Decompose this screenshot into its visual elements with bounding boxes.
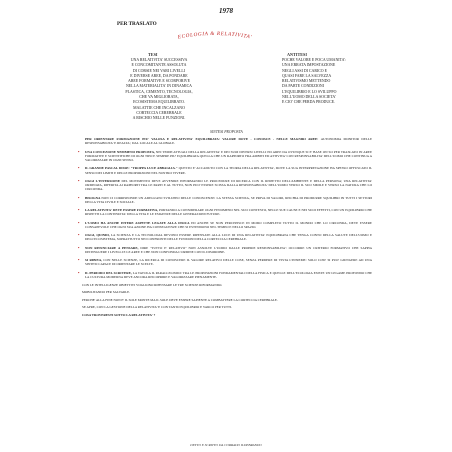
thesis-line: NELLA MATERIALITA' IN DINAMICA [126,84,192,89]
paragraph-lead: OGGI L'INVERSIONE [85,178,122,183]
paragraph-text: LA TAVOLA IL PARALLELISMO: TRA LE PROPOSIZIONI FONDAMENTALI DELLA FISICA E QUELLE DELL'ECOLOGIA ESISTE UN LEGAME PROFONDO CHE LA CULTURA MODERNA DEVE ANCORA RISCOPRIRE E VALORIZZARE PIENAMENTE. [85,270,372,279]
red-bullet-icon: • [78,207,80,212]
antithesis-line: QUASI FARE LA SALVEZZA [282,73,332,78]
antithesis-column [282,58,364,106]
paragraph-text: DIRE "TUTTO E' RELATIVO" NON ASSOLVE L'UOMO DALLE PROPRIE RESPONSABILITA': OCCORRE UN CRITERIO FORMATIVO CHE SAPPIA DISTINGUERE I LIVELLI E LE AREE E CHE NON CONFONDA L'ORDINE CON IL DISORDINE. [85,245,372,254]
paragraph-lead: BISOGNA [85,195,102,200]
body-paragraph [78,244,372,255]
red-bullet-icon: • [78,148,80,154]
thesis-line: CHE VA MIGLIORATA, [139,95,179,100]
paragraph-text: PORTANDO A CONSIDERARE OGNI FENOMENO NEL SUO CONTESTO, NELLE SUE CAUSE E NEI SUOI EFFETTI, CON UN EQUILIBRIO CHE RISPETTI LA CONTINUITA' DELLA VITA E LE ESIGENZE DELLE GENERAZIONI FUTURE. [85,208,372,217]
thesis-line: A RISCHIO NELLE FUNZIONI. [132,116,186,121]
red-bullet-icon: • [78,244,80,250]
red-bullet-icon: • [78,219,80,225]
thesis-line: UNA RELATIVITA' SUCCESSIVA [130,58,188,62]
paragraph-text: DEL MOVIMENTO DEVE AVVENIRE INFORMANDO LE PROCEDURE DI RICERCA CON IL RISPETTO DELL'AMBIENTE E DELLA PERSONA; UNA RELATIVITA' ORDINATA, RIFERITA AI RAPPORTI TRA LE PARTI E AL TUTTO, NON PUO' ESSERE SCISSA DALLA RESPONSABILITA' DELL'UOMO VERSO IL SUO SIMILE E VERSO LA NATURA CHE LO CIRCONDA. [85,178,372,192]
paragraph-text: NEI TEMPI ATTUALI DELLA RELATIVITA' E DEI SUOI DIVERSI LIVELLI ED AREE DA OVUNQUE SI E' BASE ON SO PER TRASLATO IN AREE FORMATIVE E SCIENTIFICHE DI OGNI TIPO E SEMPRE PIU' EQUILIBRATA QUELLA CHE UN RAPPORTO FRA AMBITI ED ATTIVITA' CON RESPONSABILITA' DELL'UOMO CHE CONTINUA A VALORIZZARE IN OGNI SENSO. [85,149,372,162]
signature-line: DETTO E SCRITTO DA CORRADO ILDEBRANDO [190,443,262,447]
arc-title-graphic [140,28,290,50]
paragraph-lead: LA RELATIVITA' DEVE ESSERE FORMATIVA, [85,208,159,212]
closing-line: COSA TROVERESTI SOTTO LA RELATIVITA' ? [82,312,156,317]
antithesis-line: NEGLI ASSI DI CARICO E [282,68,327,73]
thesis-heading: TESI [148,52,158,57]
body-paragraph [78,219,372,230]
paragraph-lead: NON RINUNCIARE A PENSARE, [85,245,141,250]
paragraph-lead: OGGI, QUINDI, [85,233,111,237]
thesis-line: PLASTICA, CEMENTO, TECNOLOGIA, [125,89,193,94]
thesis-line: DI CORSIE NEI VARI LIVELLI [132,68,186,73]
red-bullet-icon: • [78,257,80,262]
paragraph-text: AUTONOMIA MONITOR DELLE RESPONSABILITA' E REALTA', DAL LOCALE AL GLOBALE. [85,137,372,146]
body-paragraph [78,148,372,163]
antithesis-line: POCHE VALORE E POCA UMANITA': [282,58,347,62]
paragraph-text: NON CI CORRISPONDE UN ADEGUATO SVILUPPO DELLE CONOSCENZE: LA STESSA SCIENZA, SE PRIVA DI VALORI, RISCHIA DI PRODURRE SQUILIBRI IN TUTTI I SETTORI DELLA VITA CIVILE E SOCIALE. [85,195,372,204]
antithesis-line: L'EQUILIBRIO E LO SVILUPPO [282,89,337,94]
red-bullet-icon: • [78,269,80,275]
document-year: 1978 [219,7,233,15]
antithesis-line: E CIO' CHE PERDA PRODUCE. [282,100,336,105]
closing-line: CON LE INTELLIGENZE OBIETTIVI VOGLIONO RIPENSARE LE TRE SCIENZE RIFORMANDO. [82,283,223,287]
red-bullet-icon: • [78,194,80,200]
paragraph-text: CON NELLE SCIENZE, LA RICERCA DI CONOSCERE IL VALORE RELATIVO DELLE COSE, SENZA PERDERE DI VISTA L'INSIEME: SOLO COSI' SI PUO' GIUNGERE AD UNA SINTESI CAPACE DI ORIENTARE LE SCELTE. [85,258,372,267]
antithesis-line: RELATIVISMO METTENDO [282,79,331,84]
paragraph-lead: L'UOMO HA ANCHE INTERE ASPETTE LEGATE ALLA FISICA [85,220,192,225]
red-bullet-icon: • [78,165,80,171]
body-paragraph [78,177,372,192]
document-label: PER TRASLATO [117,21,157,27]
body-paragraph [82,137,372,146]
paragraph-lead: IL PERIODO DEL SCRIVERE, [85,270,133,275]
antithesis-line: NELL'UOMO DELLA SOCIETA' [282,95,336,100]
closing-line: SE APRE, CON LA GESTIONE DELLA RELATIVITA' E CON TANTO EQUILIBRIO E VARCO PER TUTTI. [82,305,232,310]
paragraph-lead: PER ORIENTARE FORMAZIONE PIU' VALOSA E RELATIVITA' EQUILIBRATA: VALORE DOVE - CONOSCE - NELLE MAGNIRI AREE: [85,137,321,141]
paragraph-lead: SI RIBIVA, [85,258,104,262]
thesis-line: E DIVERSE AREE, DA PONDARE [130,73,188,78]
thesis-line: CORTECCIA CEREBRALE [136,110,182,115]
red-bullet-icon: • [78,177,80,183]
body-paragraph [78,257,372,267]
thesis-column [118,58,200,122]
body-paragraph [78,232,372,242]
closing-line: MOBILITANDO PER SALVARLE. [82,290,131,295]
red-bullet-icon: • [78,232,80,237]
antithesis-line: DA PARTE CONDIZIONI [282,84,324,89]
arc-title-text: ECOLOGIA & RELATIVITA' [177,30,253,41]
paragraph-text: QUESTO E' ACCADUTO CON LA TEORIA DELLA RELATIVITA', DOVE LA SUA INTERPRETAZIONE HA SPESSO OFFUSCATO IL SENSO DEI LIMITI E DELLE PROPORZIONI NEL NOSTRO VIVERE. [85,166,372,175]
thesis-line: E CONCOMITANTE ASSOLUTA [131,63,187,68]
body-paragraph [78,165,372,175]
antithesis-line: UNA ERRATA IMPOSTAZIONE [282,63,336,68]
closing-lines [82,283,372,317]
document-body [78,137,372,320]
section-label: SINTESI PROPOSTA [210,130,243,134]
body-paragraph [78,207,372,217]
paragraph-lead: UNA CONCEZIONE NEMMENO PROPOSTA, [85,149,156,154]
body-paragraph [78,194,372,205]
paragraph-text: LA SCIENZA E LA TECNOLOGIA DEVONO ESSERE RIPENSATE ALLA LUCE DI UNA RELATIVITA' EQUILIBRATA CHE TENGA CONTO DELLA SALUTE DELL'UOMO E DELL'ECOSISTEMA, SOPRATTUTTO NEI CONFRONTI DELLE FUNZIONI DELLA CORTECCIA CEREBRALE. [85,233,372,242]
antithesis-heading: ANTITESI [287,52,308,57]
thesis-line: AREE FORMATIVE E SCORPORIVE [128,79,190,84]
closing-line: PERCHE' ALLA FINE NON E' IL SOLE MONTE MA IL SOLE DEVE ESSERE SAPIENTE A COMBATTERE LA CORTECCIA CEREBRALE. [82,297,278,302]
body-paragraph [78,269,372,280]
thesis-line: MALATTIE CHE INCALZANO [133,105,185,110]
paragraph-text: ED ANCHE SE NON PERCEPISCE IN MODO COMPLETO TUTTO IL MONDO CHE LO CIRCONDA, DEVE ESSERE CONSAPEVOLE CHE OGNI SUA AZIONE HA CONSEGUENZE CHE SI ESTENDONO NEL TEMPO E NELLO SPAZIO. [85,220,372,229]
paragraph-lead: IL GRANDE PASCAL DISSE: "TROPPA LUCE ABBAGLIA." [85,166,179,171]
thesis-line: ECOSISTEMA EQUILIBRATO. [133,100,185,105]
